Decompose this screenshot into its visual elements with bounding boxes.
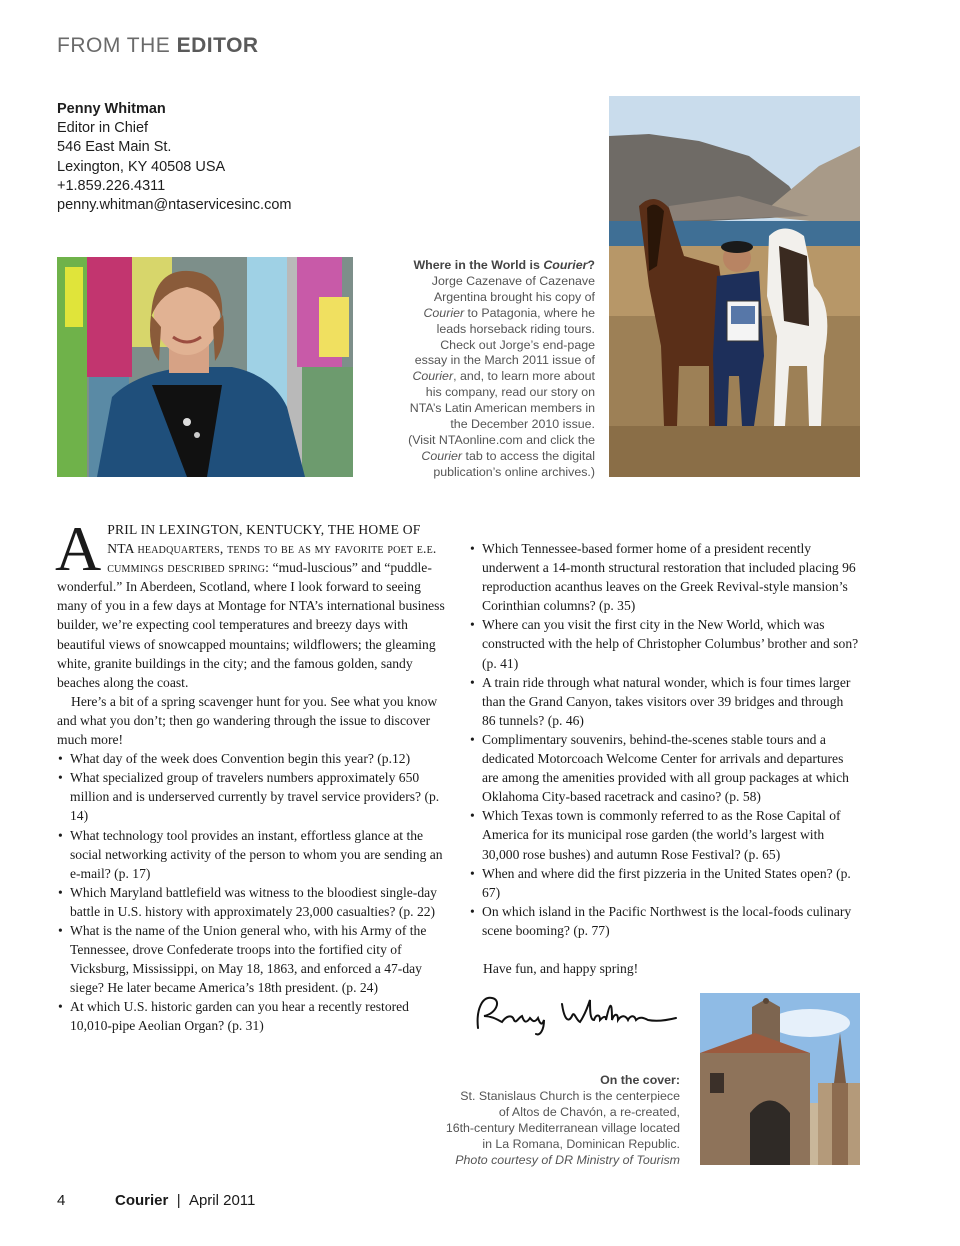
list-item: • On which island in the Pacific Northwest is the local-foods culinary scene booming? (p. 77) xyxy=(469,902,860,940)
article-column-left xyxy=(55,513,448,1036)
article-column-right xyxy=(469,539,860,978)
list-item: • What day of the week does Convention begin this year? (p.12) xyxy=(57,749,448,768)
intro-small-caps: PRIL IN LEXINGTON, KENTUCKY, THE HOME OF NTA headquarters, tends to be as my favorite poet e.e. cummings described spring: xyxy=(107,522,437,576)
editor-title: Editor in Chief xyxy=(57,120,149,137)
patagonia-horses-photo xyxy=(609,96,860,477)
editor-city: Lexington, KY 40508 USA xyxy=(57,158,226,175)
editor-signature xyxy=(472,990,682,1040)
photo-caption: Where in the World is Courier? Jorge Cazenave of Cazenave Argentina brought his copy of Courier to Patagonia, where he leads horseback riding tours. Check out Jorge’s end-page essay in the March 2011 issue of Courier, and, to learn more about his company, read our story on NTA’s Latin American members in the December 2010 issue. (Visit NTAonline.com and click the Courier tab to access the digital publication’s online archives.) xyxy=(375,258,595,481)
question-list-right xyxy=(469,539,860,940)
issue-date: April 2011 xyxy=(188,1192,256,1209)
list-item: • Which Maryland battlefield was witness to the bloodiest single-day battle in U.S. history with approximately 23,000 casualties? (p. 22) xyxy=(57,883,448,921)
editor-street: 546 East Main St. xyxy=(57,139,172,156)
editor-phone: +1.859.226.4311 xyxy=(57,177,166,194)
editor-email: penny.whitman@ntaservicesinc.com xyxy=(57,197,292,214)
page-footer xyxy=(57,1192,255,1209)
article-intro xyxy=(55,513,448,692)
intro-rest: “mud-luscious” and “puddle-wonderful.” In Aberdeen, Scotland, where I look forward to seeing many of you in a few days at Montage for NTA’s international business builder, we’re expecting cool temperatures and breezy days with beautiful views of snowcapped mountains; wildflowers; the gleaming white, granite buildings in the city; and the famous golden, sandy beaches along the coast. xyxy=(57,560,445,690)
church-cover-photo xyxy=(700,993,860,1165)
list-item: • Where can you visit the first city in the New World, which was constructed with the help of Christopher Columbus’ brother and son? (p. 41) xyxy=(469,615,860,672)
list-item: • What technology tool provides an instant, effortless glance at the social networking activity of the person to whom you are sending an e-mail? (p. 17) xyxy=(57,826,448,883)
list-item: • At which U.S. historic garden can you hear a recently restored 10,010-pipe Aeolian Organ? (p. 31) xyxy=(57,997,448,1035)
magazine-name: Courier xyxy=(115,1192,169,1209)
question-list-left xyxy=(57,749,448,1035)
article-paragraph: Here’s a bit of a spring scavenger hunt for you. See what you know and what you don’t; then go wandering through the issue to discover much more! xyxy=(57,693,438,748)
editor-contact xyxy=(57,100,291,215)
footer-separator: | xyxy=(176,1192,181,1209)
list-item: • What specialized group of travelers numbers approximately 650 million and is underserved currently by travel service providers? (p. 14) xyxy=(57,768,448,825)
caption-lead: Where in the World is Courier? xyxy=(413,258,595,272)
list-item: • When and where did the first pizzeria in the United States open? (p. 67) xyxy=(469,864,860,902)
list-item: • Complimentary souvenirs, behind-the-scenes stable tours and a dedicated Motorcoach Welcome Center for arrivals and departures are among the amenities provided with all group packages at which Oklahoma City-based racetrack and casino? (p. 58) xyxy=(469,730,860,806)
closing-line: Have fun, and happy spring! xyxy=(483,960,639,976)
editor-name: Penny Whitman xyxy=(57,101,166,117)
list-item: • Which Tennessee-based former home of a president recently underwent a 14-month structural restoration that included placing 96 reproduction acanthus leaves on the Greek Revival-style mansion’s Corinthian columns? (p. 35) xyxy=(469,539,860,615)
cover-caption: On the cover: St. Stanislaus Church is the centerpiece of Altos de Chavón, a re-created, 16th-century Mediterranean village located in La Romana, Dominican Republic. Photo courtesy of DR Ministry of Tourism xyxy=(445,1073,680,1167)
list-item: • A train ride through what natural wonder, which is four times larger than the Grand Canyon, takes visitors over 39 bridges and through 86 tunnels? (p. 46) xyxy=(469,673,860,730)
section-title: FROM THE EDITOR xyxy=(57,34,259,57)
list-item: • What is the name of the Union general who, with his Army of the Tennessee, drove Confederate troops into the fortified city of Vicksburg, Mississippi, on May 18, 1863, and enforced a 47-day siege? He later became America’s 18th president. (p. 24) xyxy=(57,921,448,997)
list-item: • Which Texas town is commonly referred to as the Rose Capital of America for its municipal rose garden (the world’s largest with 30,000 rose bushes) and autumn Rose Festival? (p. 65) xyxy=(469,806,860,863)
page-number: 4 xyxy=(57,1192,66,1209)
editor-photo xyxy=(57,257,353,477)
drop-cap: A xyxy=(55,513,102,584)
